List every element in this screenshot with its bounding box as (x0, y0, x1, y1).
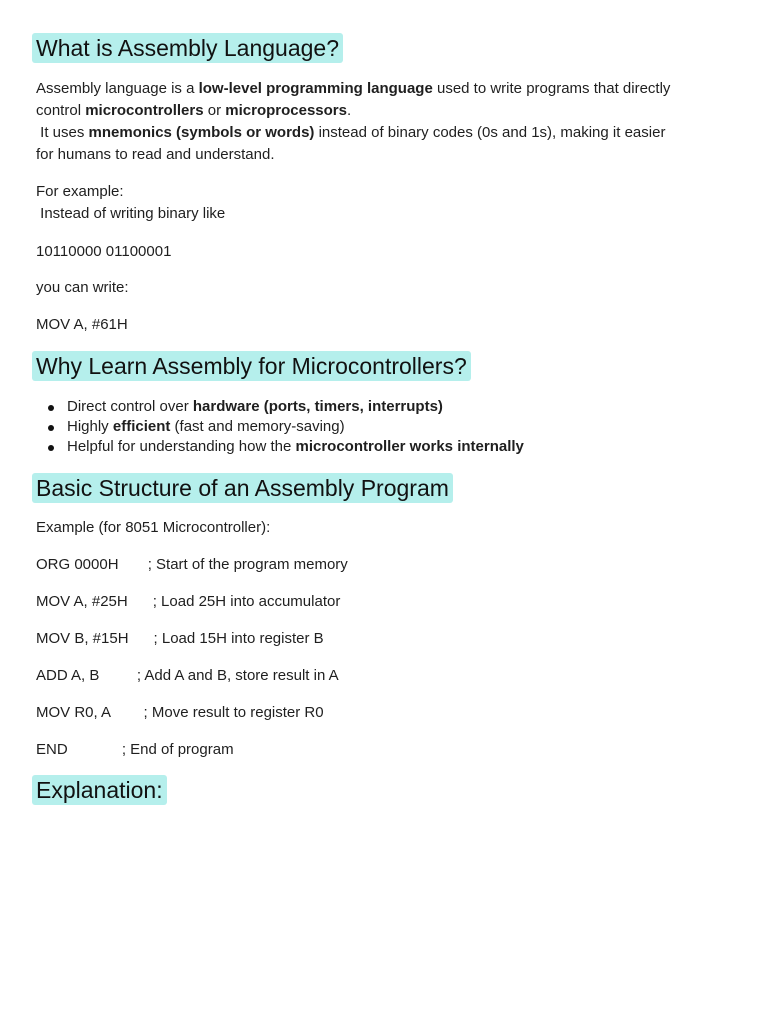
mnemonics-line-1 (36, 122, 736, 144)
mov-example: MOV A, #61H (36, 316, 128, 333)
mnemonics-line-2 (36, 144, 736, 166)
code-line: MOV B, #15H ; Load 15H into register B (36, 630, 324, 647)
bullet-icon (48, 445, 54, 451)
bold-term-microprocessors: microprocessors (225, 102, 347, 119)
text-run: Assembly language is a (36, 80, 199, 97)
text-run: Highly (67, 418, 113, 435)
bold-term-low-level: low-level programming language (198, 80, 433, 97)
heading-what-is-assembly: What is Assembly Language? (32, 33, 343, 63)
example-label: For example: (36, 183, 124, 200)
bold-term: microcontroller works internally (295, 438, 524, 455)
code-line: MOV R0, A ; Move result to register R0 (36, 704, 324, 721)
example-8051-intro: Example (for 8051 Microcontroller): (36, 519, 271, 536)
text-run: instead of binary codes (0s and 1s), making it easier (314, 124, 666, 141)
bold-term-microcontrollers: microcontrollers (85, 102, 204, 119)
text-run: Direct control over (67, 398, 193, 415)
benefits-list (36, 397, 524, 457)
list-item (36, 417, 524, 437)
text-run: . (347, 102, 352, 119)
text-run: (fast and memory-saving) (170, 418, 345, 435)
text-run: Helpful for understanding how the (67, 438, 296, 455)
list-item (36, 437, 524, 457)
text-run: control (36, 102, 86, 119)
text-run: or (203, 102, 226, 119)
bold-term: hardware (ports, timers, interrupts) (192, 398, 443, 415)
text-run: for humans to read and understand. (36, 146, 275, 163)
code-line: ADD A, B ; Add A and B, store result in A (36, 667, 339, 684)
paragraph-definition (36, 78, 736, 166)
heading-why-learn: Why Learn Assembly for Microcontrollers? (32, 351, 471, 381)
code-line: END ; End of program (36, 741, 234, 758)
bullet-icon (48, 425, 54, 431)
code-line: MOV A, #25H ; Load 25H into accumulator (36, 593, 341, 610)
you-can-write-text: you can write: (36, 279, 129, 296)
definition-line-1 (36, 78, 736, 100)
list-item (36, 397, 524, 417)
heading-explanation: Explanation: (32, 775, 167, 805)
definition-line-2 (36, 100, 736, 122)
text-run: It uses (36, 124, 89, 141)
code-line: ORG 0000H ; Start of the program memory (36, 556, 348, 573)
paragraph-example (36, 181, 736, 225)
bold-term-mnemonics: mnemonics (symbols or words) (88, 124, 315, 141)
binary-example: 10110000 01100001 (36, 243, 172, 260)
bold-term: efficient (112, 418, 171, 435)
text-run: used to write programs that directly (432, 80, 671, 97)
heading-basic-structure: Basic Structure of an Assembly Program (32, 473, 453, 503)
bullet-icon (48, 405, 54, 411)
example-intro: Instead of writing binary like (36, 205, 226, 222)
